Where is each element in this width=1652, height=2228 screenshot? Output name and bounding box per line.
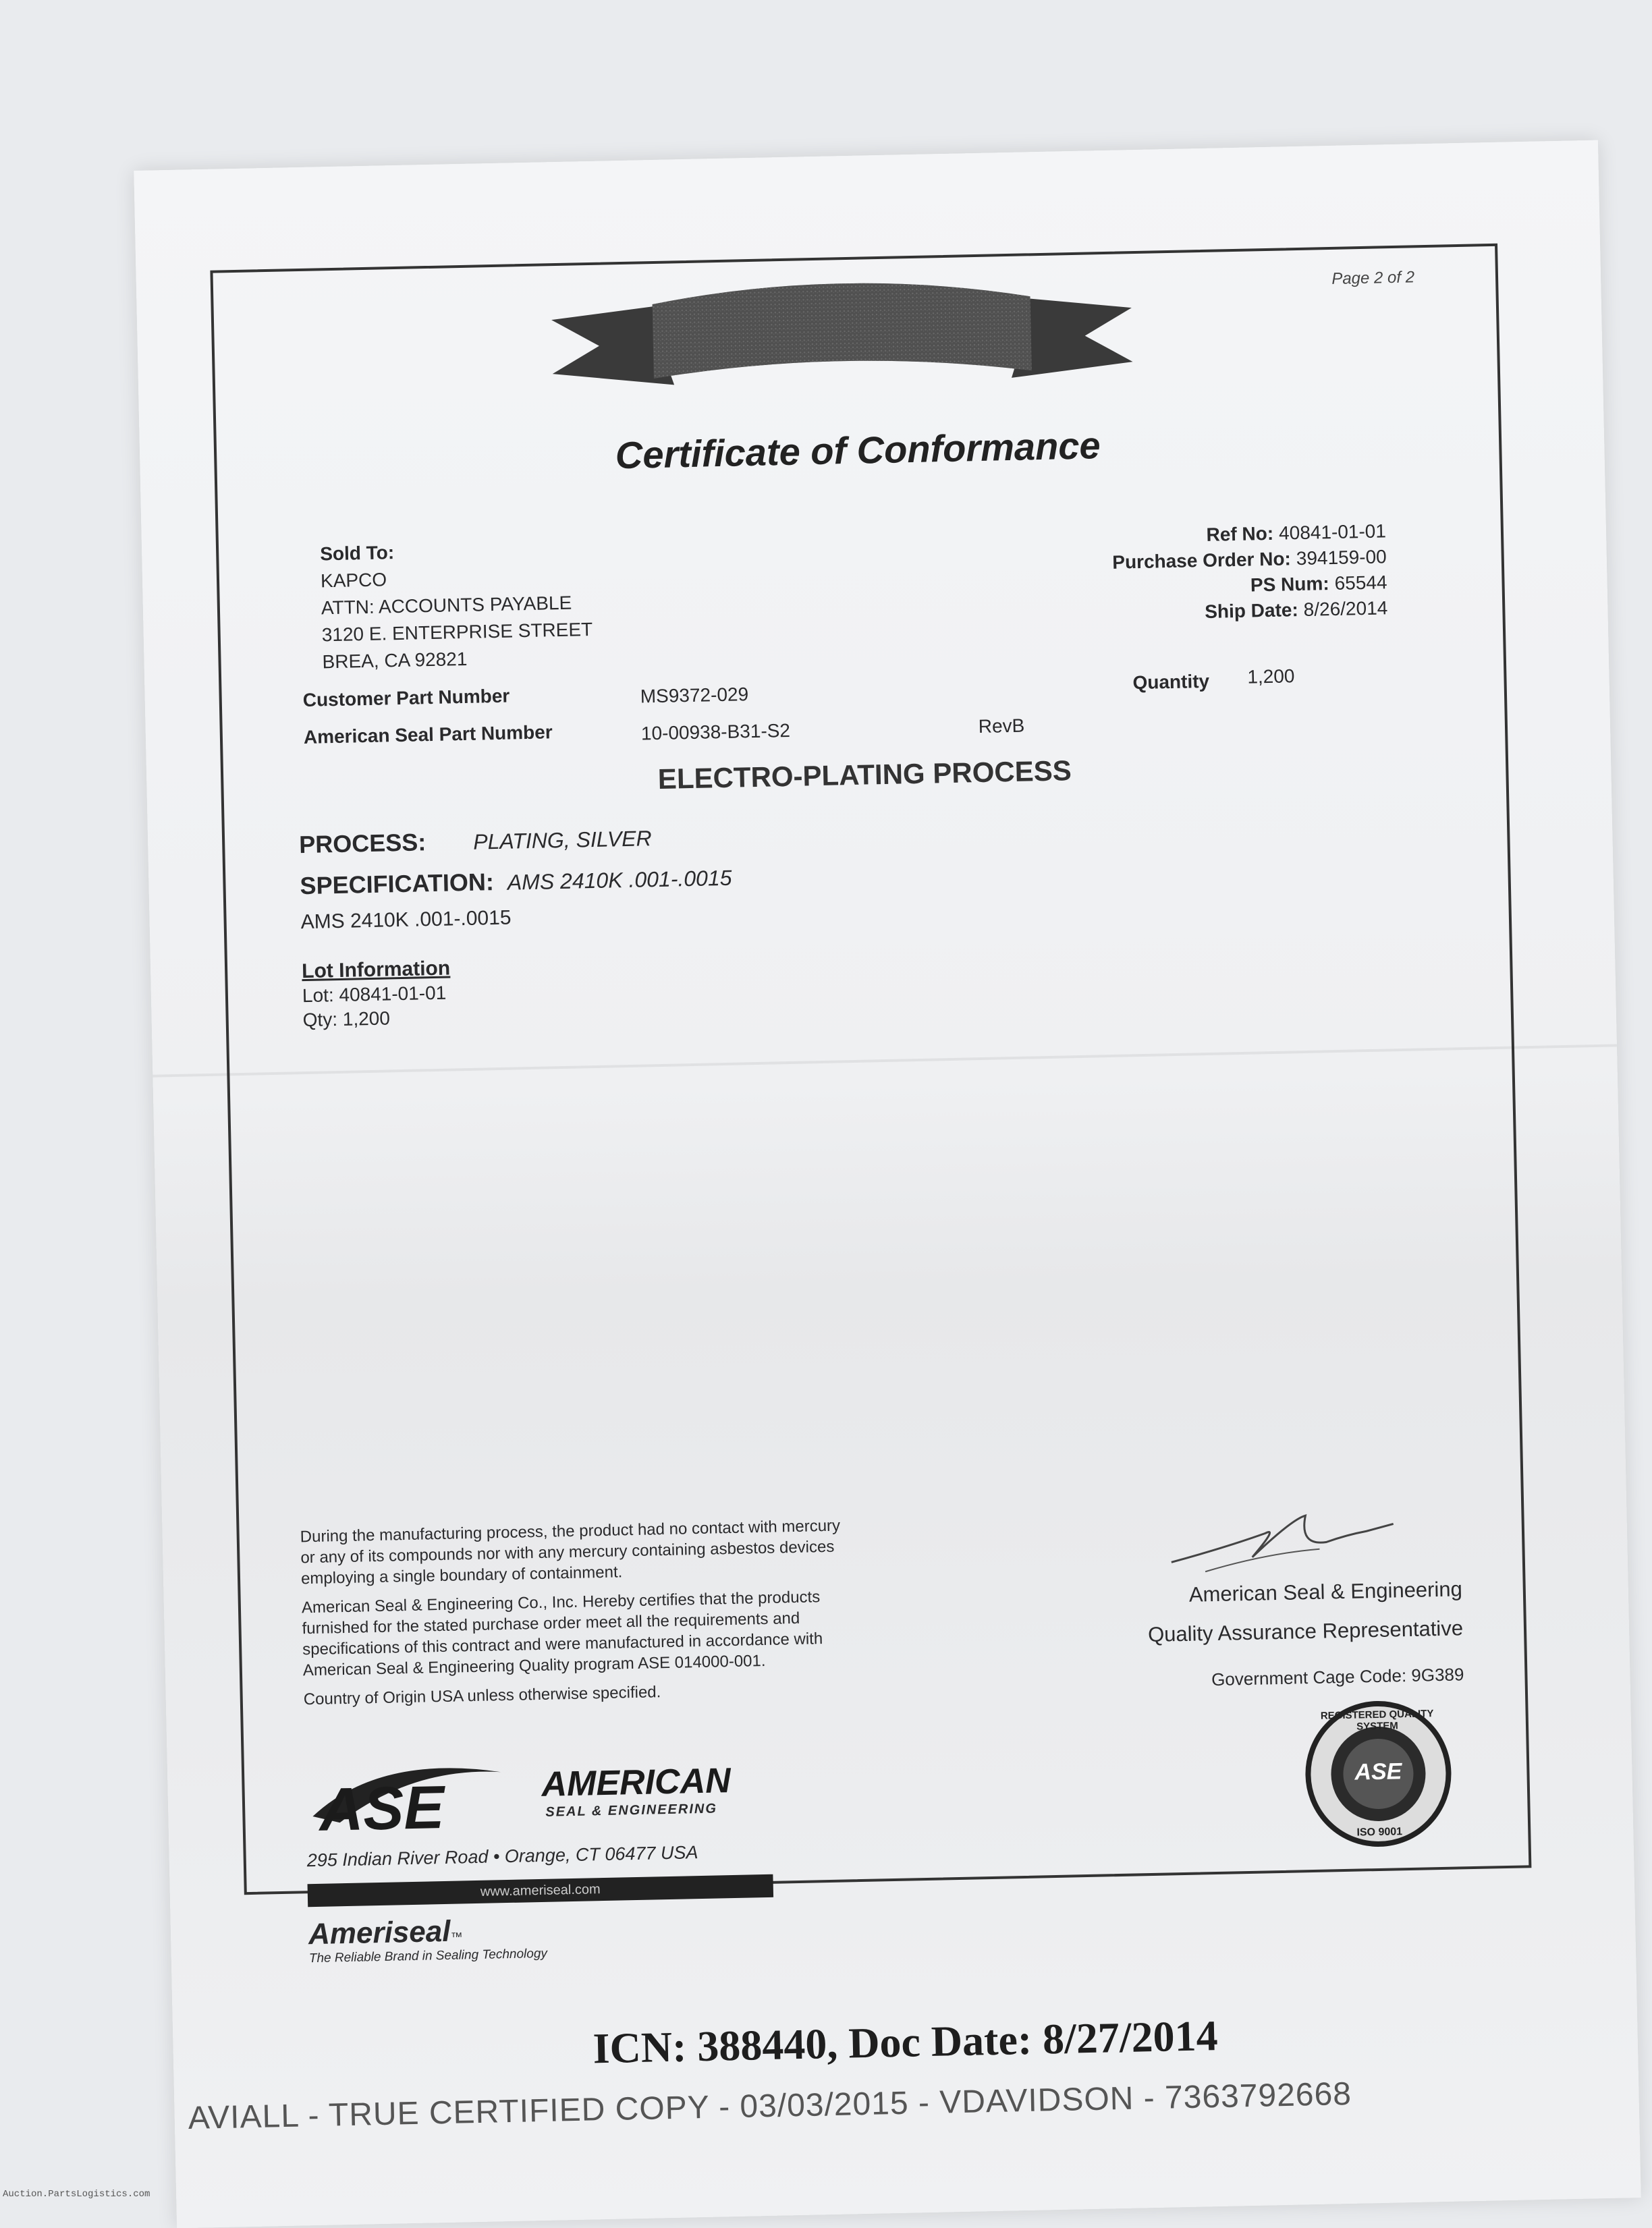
- lot-heading: Lot Information: [301, 957, 451, 983]
- certified-copy-stamp: AVIALL - TRUE CERTIFIED COPY - 03/03/2015 - VDAVIDSON - 7363792668: [188, 2076, 1352, 2136]
- seal-center-text: ASE: [1354, 1758, 1402, 1785]
- page-number: Page 2 of 2: [1331, 268, 1415, 288]
- revision-value: RevB: [978, 715, 1025, 737]
- company-name-line2: SEAL & ENGINEERING: [545, 1801, 718, 1820]
- company-name-line1: AMERICAN: [541, 1761, 732, 1804]
- po-label: Purchase Order No:: [1112, 548, 1292, 573]
- po-value: 394159-00: [1296, 546, 1387, 569]
- ase-logo: [298, 1746, 773, 1844]
- qa-company-line: American Seal & Engineering: [1188, 1577, 1463, 1607]
- ship-date-label: Ship Date:: [1204, 599, 1299, 622]
- quantity-label: Quantity: [1132, 670, 1210, 694]
- reference-block: [1111, 518, 1388, 626]
- signature-icon: [1163, 1503, 1408, 1583]
- lot-block: [302, 957, 451, 1033]
- specification-value: AMS 2410K .001-.0015: [507, 865, 732, 895]
- website-bar: www.ameriseal.com: [308, 1874, 774, 1907]
- seal-ring-text: REGISTERED QUALITY SYSTEM: [1320, 1708, 1434, 1733]
- specification-label: SPECIFICATION:: [300, 868, 495, 900]
- ref-no-value: 40841-01-01: [1278, 520, 1387, 544]
- ameriseal-brand: [308, 1913, 548, 1966]
- document-title: Certificate of Conformance: [615, 424, 1101, 477]
- icn-line: ICN: 388440, Doc Date: 8/27/2014: [592, 2011, 1219, 2073]
- notice-mercury: During the manufacturing process, the product had no contact with mercury or any of its compounds nor with any mercury containing asbestos devices employing a single boundary of containment.: [300, 1516, 841, 1588]
- ase-part-value: 10-00938-B31-S2: [640, 719, 791, 744]
- sold-to-block: [320, 535, 594, 675]
- ship-date-value: 8/26/2014: [1303, 597, 1388, 620]
- sold-to-line: ATTN: ACCOUNTS PAYABLE: [321, 592, 572, 619]
- qa-title-line: Quality Assurance Representative: [1147, 1616, 1464, 1647]
- process-block: [299, 816, 733, 938]
- sold-to-line: BREA, CA 92821: [322, 648, 468, 673]
- ref-no-label: Ref No:: [1206, 522, 1274, 545]
- sold-to-line: 3120 E. ENTERPRISE STREET: [321, 618, 593, 646]
- ribbon-banner-icon: [551, 267, 1134, 414]
- customer-part-value: MS9372-029: [640, 684, 749, 707]
- qa-signature-block: [1147, 1569, 1463, 1654]
- ameriseal-name: Ameriseal: [308, 1914, 451, 1951]
- ps-num-value: 65544: [1334, 572, 1387, 594]
- certificate-frame: [210, 244, 1531, 1966]
- notice-origin: Country of Origin USA unless otherwise specified.: [303, 1683, 661, 1709]
- sold-to-line: KAPCO: [320, 569, 387, 592]
- section-title: ELECTRO-PLATING PROCESS: [657, 754, 1072, 795]
- iso-seal: [1302, 1698, 1454, 1850]
- lot-qty-line: Qty: 1,200: [302, 1007, 391, 1031]
- cage-code: Government Cage Code: 9G389: [1211, 1664, 1464, 1690]
- compliance-notice: [300, 1515, 857, 1718]
- quantity-value: 1,200: [1247, 665, 1295, 688]
- notice-certification: American Seal & Engineering Co., Inc. Hereby certifies that the products furnished for the stated purchase order meet all the requirements and specifications of this contract and were manufactured in accordance with American Seal & Engineering Quality program ASE 014000-001.: [301, 1588, 823, 1680]
- ameriseal-tagline: The Reliable Brand in Sealing Technology: [308, 1946, 548, 1966]
- ps-num-label: PS Num:: [1250, 573, 1329, 596]
- document-sheet: [134, 140, 1641, 2228]
- ameriseal-tm: ™: [450, 1930, 463, 1944]
- sold-to-label: Sold To:: [319, 542, 395, 565]
- company-address: 295 Indian River Road • Orange, CT 06477 USA: [306, 1842, 698, 1871]
- specification-line: AMS 2410K .001-.0015: [300, 906, 512, 934]
- ase-logo-letters: ASE: [319, 1773, 445, 1844]
- lot-line: Lot: 40841-01-01: [302, 982, 447, 1007]
- process-value: PLATING, SILVER: [472, 826, 652, 854]
- watermark: Auction.PartsLogistics.com: [3, 2189, 150, 2200]
- customer-part-label: Customer Part Number: [302, 685, 510, 711]
- seal-bottom-text: ISO 9001: [1356, 1826, 1403, 1839]
- process-label: PROCESS:: [298, 828, 426, 859]
- ase-part-label: American Seal Part Number: [303, 721, 553, 748]
